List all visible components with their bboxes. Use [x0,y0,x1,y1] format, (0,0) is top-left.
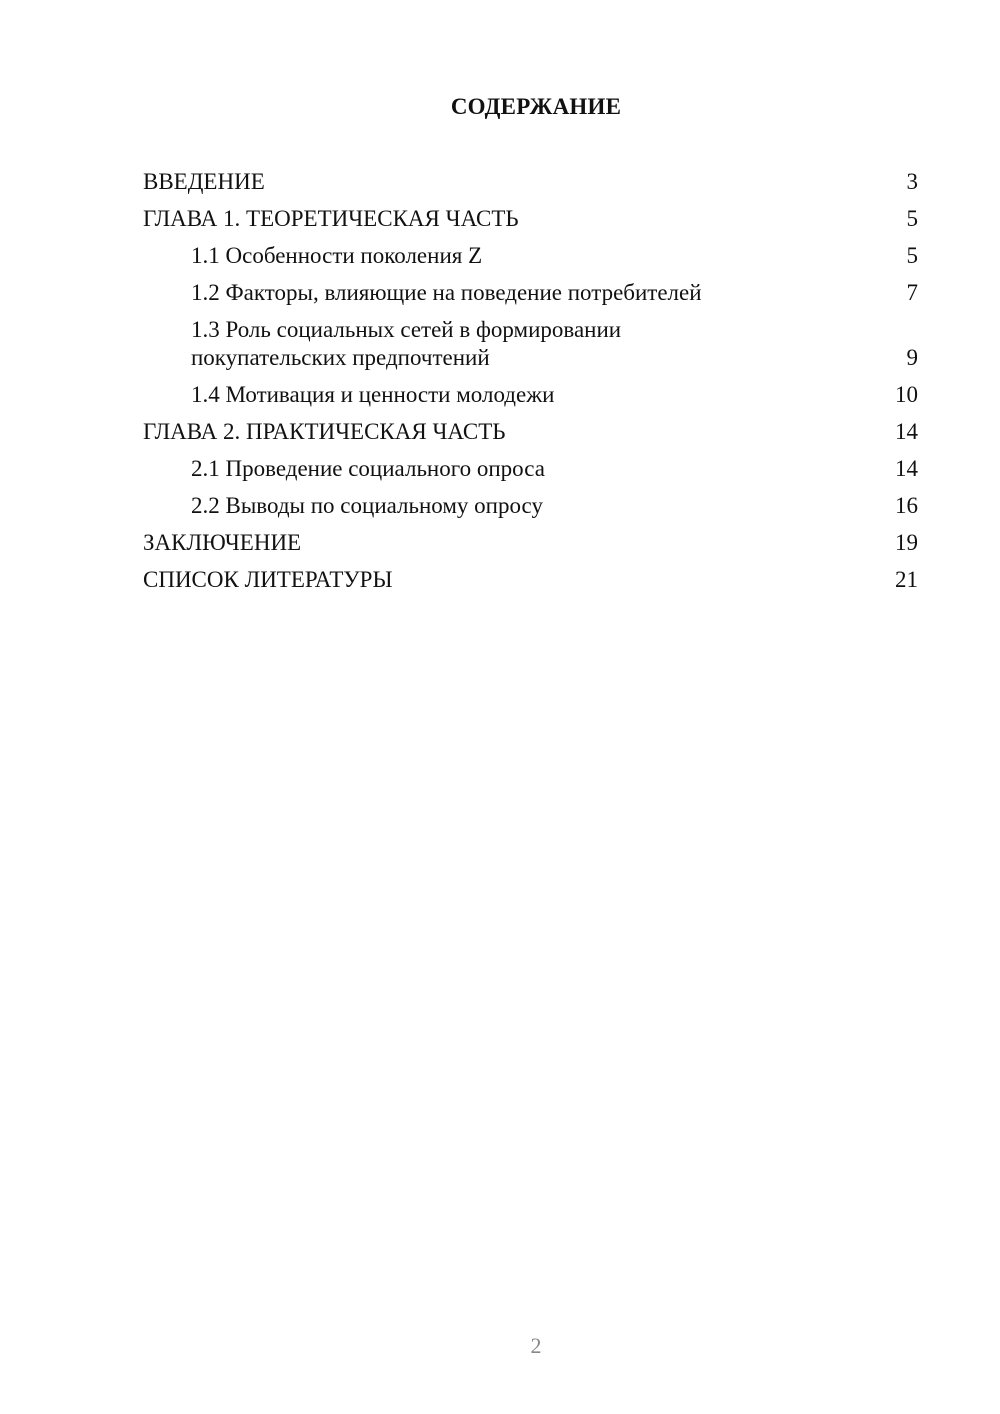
toc-entry-page: 14 [895,419,918,444]
toc-entry-section-1-1[interactable] [143,242,918,270]
toc-entry-label: ГЛАВА 1. ТЕОРЕТИЧЕСКАЯ ЧАСТЬ [143,206,519,231]
toc-entry-chapter-2[interactable] [143,418,918,446]
toc-entry-section-1-3[interactable] [143,316,918,372]
toc-entry-label: ЗАКЛЮЧЕНИЕ [143,530,302,555]
toc-entry-section-2-1[interactable] [143,455,918,483]
toc-entry-section-1-2[interactable] [143,279,918,307]
toc-entry-introduction[interactable] [143,168,918,196]
toc-entry-page: 19 [895,530,918,555]
toc-entry-page: 9 [906,345,918,370]
toc-entry-page: 14 [895,456,918,481]
toc-entry-section-1-4[interactable] [143,381,918,409]
toc-entry-chapter-1[interactable] [143,205,918,233]
toc-entry-label: 2.1 Проведение социального опроса [191,456,545,481]
table-of-contents [143,168,918,603]
toc-entry-page: 10 [895,382,918,407]
toc-entry-label: 1.1 Особенности поколения Z [191,243,483,268]
toc-entry-page: 16 [895,493,918,518]
toc-entry-label: 1.2 Факторы, влияющие на поведение потребителей [191,280,702,305]
toc-entry-page: 21 [895,567,918,592]
toc-entry-conclusion[interactable] [143,529,918,557]
page-title: СОДЕРЖАНИЕ [450,94,622,119]
toc-entry-label: 2.2 Выводы по социальному опросу [191,493,543,518]
toc-entry-label: 1.3 Роль социальных сетей в формировании покупательских предпочтений [191,317,622,370]
toc-entry-page: 3 [906,169,918,194]
toc-entry-section-2-2[interactable] [143,492,918,520]
toc-entry-label: СПИСОК ЛИТЕРАТУРЫ [143,567,393,592]
toc-entry-label: ВВЕДЕНИЕ [143,169,265,194]
page-number: 2 [530,1333,542,1358]
toc-entry-page: 5 [906,206,918,231]
toc-entry-page: 5 [906,243,918,268]
toc-entry-references[interactable] [143,566,918,594]
toc-entry-label: ГЛАВА 2. ПРАКТИЧЕСКАЯ ЧАСТЬ [143,419,506,444]
toc-entry-label: 1.4 Мотивация и ценности молодежи [191,382,555,407]
toc-entry-page: 7 [906,280,918,305]
